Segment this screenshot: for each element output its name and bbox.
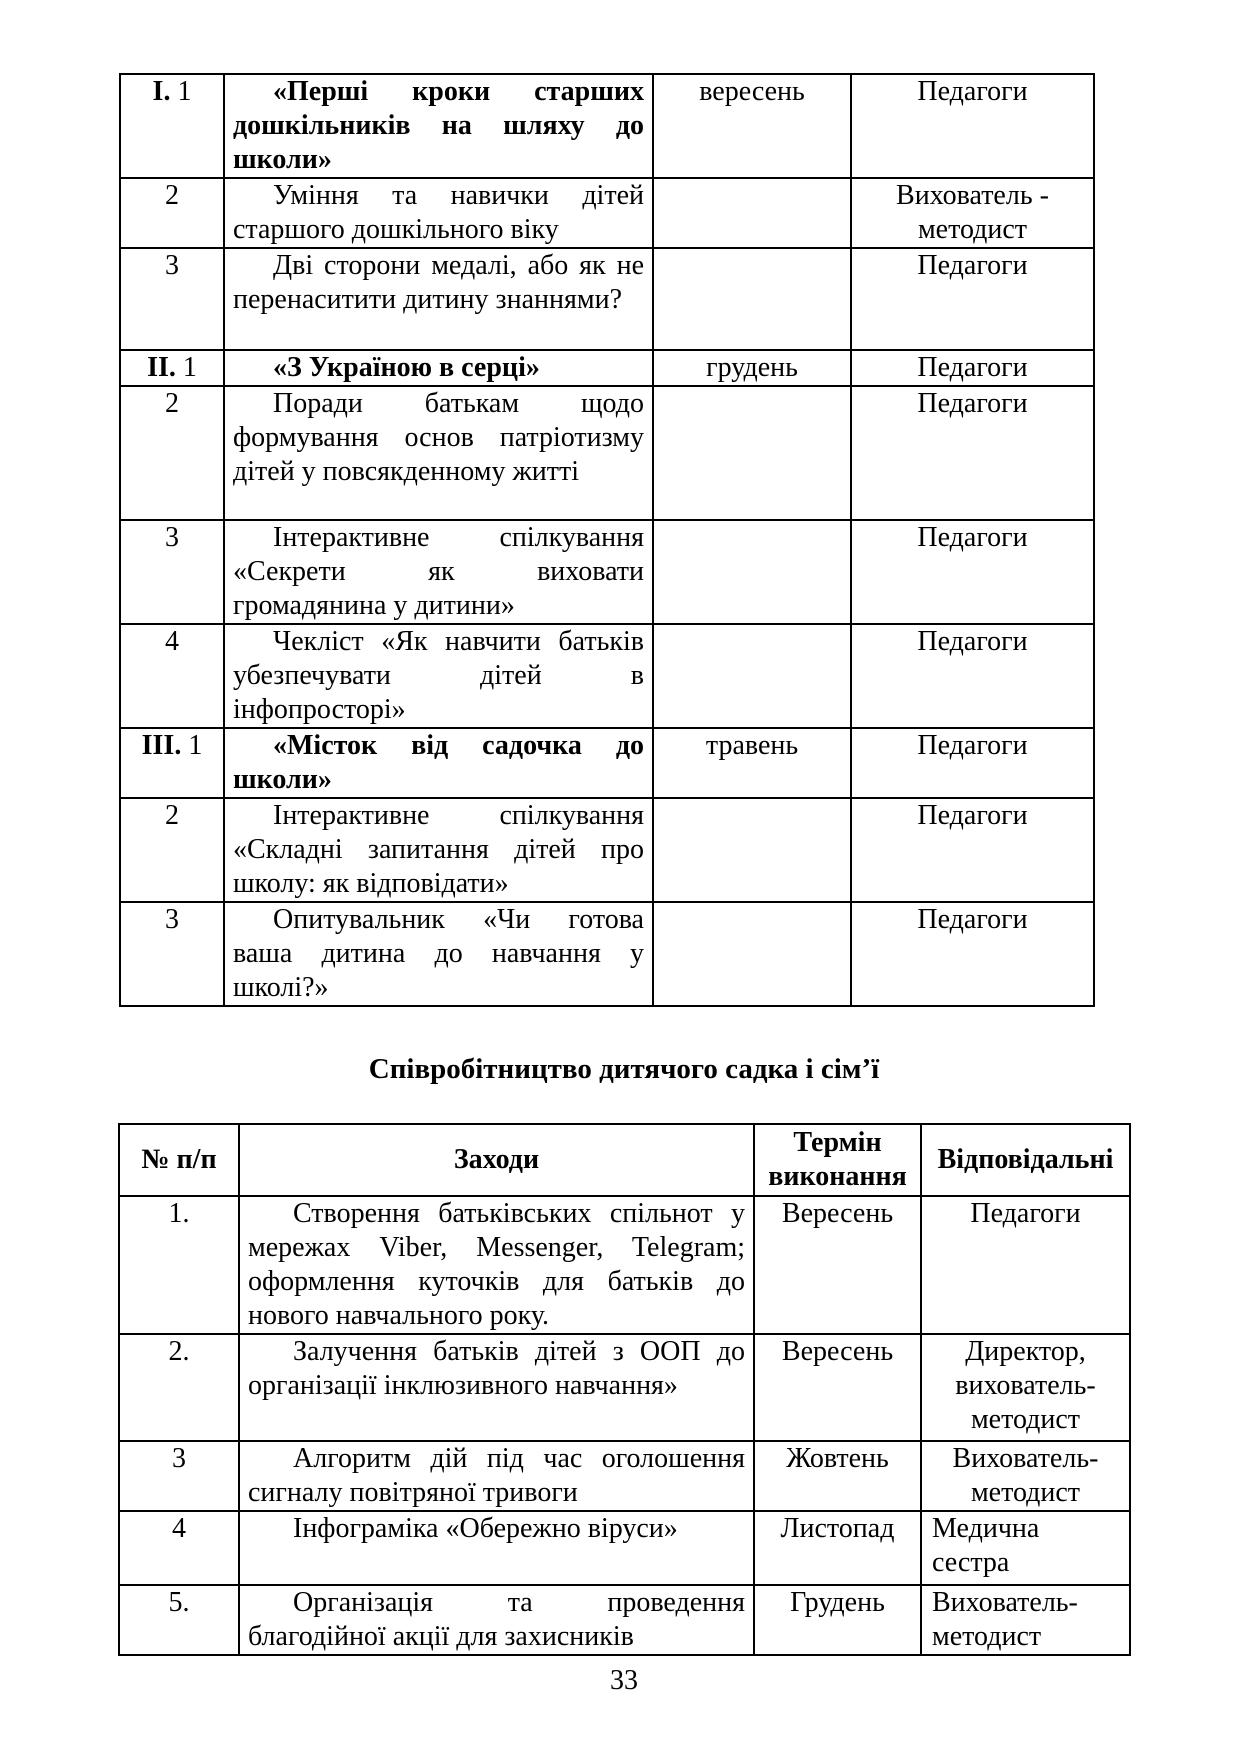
index-cell: 5.: [119, 1585, 239, 1655]
parent-work-plan-table-body: [120, 74, 1094, 1006]
term-cell: [653, 386, 851, 520]
index-cell: II. 1: [120, 350, 224, 386]
col-header-activities: Заходи: [239, 1124, 754, 1196]
table-row: [120, 248, 1094, 350]
index-cell: 3: [120, 248, 224, 350]
responsible-cell: Педагоги: [921, 1196, 1130, 1334]
table-row: [119, 1511, 1130, 1585]
term-cell: [653, 798, 851, 902]
responsible-cell: Педагоги: [851, 520, 1094, 624]
activity-cell: Алгоритм дій під час оголошення сигналу повітряної тривоги: [239, 1441, 754, 1511]
table-row: [120, 798, 1094, 902]
responsible-cell: Педагоги: [851, 624, 1094, 728]
activity-cell: Дві сторони медалі, або як не перенаситити дитину знаннями?: [224, 248, 653, 350]
cooperation-table-body: [119, 1196, 1130, 1655]
responsible-cell: Педагоги: [851, 902, 1094, 1006]
responsible-cell: Вихователь-методист: [921, 1441, 1130, 1511]
table-row: [120, 386, 1094, 520]
term-cell: Жовтень: [754, 1441, 921, 1511]
activity-cell: Інфограміка «Обережно віруси»: [239, 1511, 754, 1585]
table-row: [120, 728, 1094, 798]
responsible-cell: Педагоги: [851, 386, 1094, 520]
index-cell: 4: [119, 1511, 239, 1585]
responsible-cell: Педагоги: [851, 798, 1094, 902]
table-row: [120, 520, 1094, 624]
table-row: [120, 74, 1094, 178]
cooperation-table-header: [119, 1124, 1130, 1196]
activity-cell: Інтерактивне спілкування «Секрети як виховати громадянина у дитини»: [224, 520, 653, 624]
activity-cell: Створення батьківських спільнот у мережах Viber, Messenger, Telegram; оформлення куточків для батьків до нового навчального року.: [239, 1196, 754, 1334]
header-row: [119, 1124, 1130, 1196]
index-cell: 3: [119, 1441, 239, 1511]
section-heading: Співробітництво дитячого садка і сім’ї: [368, 1053, 880, 1085]
activity-cell: Інтерактивне спілкування «Складні запитання дітей про школу: як відповідати»: [224, 798, 653, 902]
responsible-cell: Педагоги: [851, 74, 1094, 178]
table-row: [120, 178, 1094, 248]
col-header-number: № п/п: [119, 1124, 239, 1196]
activity-cell: «Місток від садочка до школи»: [224, 728, 653, 798]
index-cell: 2: [120, 798, 224, 902]
responsible-cell: Педагоги: [851, 350, 1094, 386]
index-cell: III. 1: [120, 728, 224, 798]
index-cell: 1.: [119, 1196, 239, 1334]
index-cell: I. 1: [120, 74, 224, 178]
term-cell: Вересень: [754, 1334, 921, 1441]
index-cell: 2: [120, 386, 224, 520]
table-row: [119, 1196, 1130, 1334]
activity-cell: Уміння та навички дітей старшого дошкільного віку: [224, 178, 653, 248]
responsible-cell: Директор, вихователь-методист: [921, 1334, 1130, 1441]
activity-cell: Організація та проведення благодійної акції для захисників: [239, 1585, 754, 1655]
col-header-term: Термін виконання: [754, 1124, 921, 1196]
activity-cell: Поради батькам щодо формування основ патріотизму дітей у повсякденному житті: [224, 386, 653, 520]
term-cell: [653, 520, 851, 624]
index-cell: 4: [120, 624, 224, 728]
activity-cell: «З Україною в серці»: [224, 350, 653, 386]
table-row: [120, 350, 1094, 386]
table-row: [119, 1334, 1130, 1441]
table-row: [119, 1585, 1130, 1655]
table-row: [120, 624, 1094, 728]
term-cell: Вересень: [754, 1196, 921, 1334]
responsible-cell: Медична сестра: [921, 1511, 1130, 1585]
index-cell: 2.: [119, 1334, 239, 1441]
activity-cell: «Перші кроки старших дошкільників на шляху до школи»: [224, 74, 653, 178]
term-cell: [653, 248, 851, 350]
term-cell: Листопад: [754, 1511, 921, 1585]
index-cell: 3: [120, 520, 224, 624]
cooperation-table: [118, 1123, 1131, 1656]
index-cell: 3: [120, 902, 224, 1006]
responsible-cell: Вихователь-методист: [921, 1585, 1130, 1655]
page-number: 33: [610, 1665, 638, 1696]
col-header-responsible: Відповідальні: [921, 1124, 1130, 1196]
activity-cell: Опитувальник «Чи готова ваша дитина до навчання у школі?»: [224, 902, 653, 1006]
term-cell: [653, 624, 851, 728]
term-cell: [653, 178, 851, 248]
activity-cell: Чекліст «Як навчити батьків убезпечувати дітей в інфопросторі»: [224, 624, 653, 728]
responsible-cell: Вихователь - методист: [851, 178, 1094, 248]
activity-cell: Залучення батьків дітей з ООП до організації інклюзивного навчання»: [239, 1334, 754, 1441]
table-row: [119, 1441, 1130, 1511]
term-cell: вересень: [653, 74, 851, 178]
term-cell: грудень: [653, 350, 851, 386]
term-cell: травень: [653, 728, 851, 798]
parent-work-plan-table: [119, 73, 1095, 1007]
index-cell: 2: [120, 178, 224, 248]
term-cell: Грудень: [754, 1585, 921, 1655]
table-row: [120, 902, 1094, 1006]
term-cell: [653, 902, 851, 1006]
responsible-cell: Педагоги: [851, 248, 1094, 350]
responsible-cell: Педагоги: [851, 728, 1094, 798]
